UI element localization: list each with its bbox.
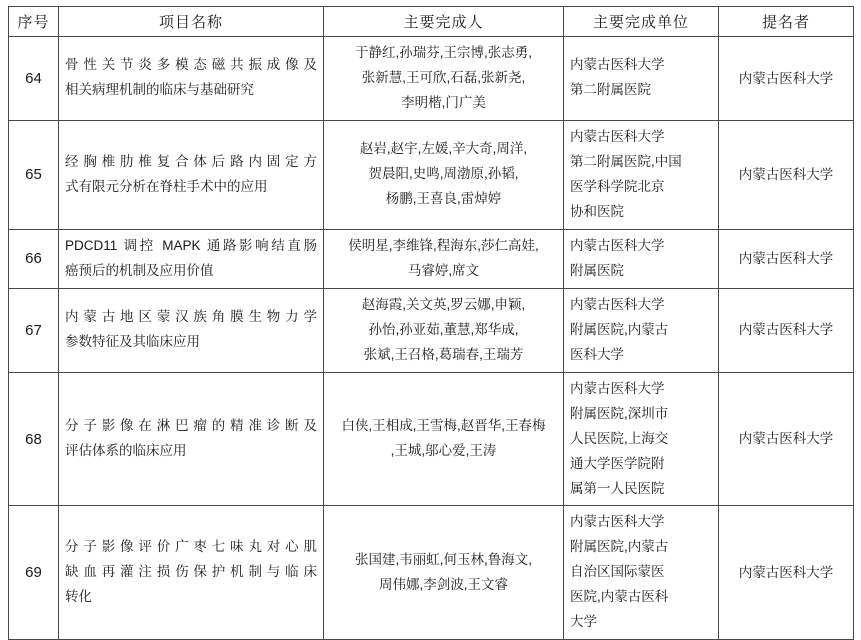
nominator-cell: 内蒙古医科大学 bbox=[719, 506, 854, 640]
contributors-cell-line: 张新慧,王可欣,石磊,张新尧, bbox=[361, 69, 526, 85]
organizations-cell bbox=[564, 37, 719, 121]
organizations-cell-line: 附属医院,深圳市 bbox=[570, 405, 669, 421]
organizations-cell-line: 内蒙古医科大学 bbox=[570, 514, 665, 530]
organizations-cell-line: 协和医院 bbox=[570, 203, 624, 219]
table-body bbox=[9, 37, 854, 640]
contributors-cell-line: ,王城,邬心爱,王涛 bbox=[390, 443, 497, 459]
row-index-cell: 65 bbox=[9, 120, 59, 229]
row-index-cell: 68 bbox=[9, 372, 59, 506]
contributors-cell-line: 于静红,孙瑞芬,王宗博,张志勇, bbox=[354, 45, 532, 60]
table-row bbox=[9, 372, 854, 506]
contributors-cell bbox=[324, 372, 564, 506]
table-row bbox=[9, 288, 854, 372]
nominator-cell: 内蒙古医科大学 bbox=[719, 37, 854, 121]
column-header-no: 序号 bbox=[9, 7, 59, 37]
project-title-cell bbox=[59, 120, 324, 229]
organizations-cell-line: 内蒙古医科大学 bbox=[570, 57, 665, 73]
organizations-cell-line: 附属医院,内蒙古 bbox=[570, 539, 669, 555]
project-title-cell-line: 缺血再灌注损伤保护机制与临床 bbox=[65, 564, 317, 580]
project-title-cell bbox=[59, 506, 324, 640]
nominator-cell: 内蒙古医科大学 bbox=[719, 120, 854, 229]
project-title-cell bbox=[59, 37, 324, 121]
row-index-cell: 67 bbox=[9, 288, 59, 372]
project-title-cell-line: 经胸椎肋椎复合体后路内固定方 bbox=[65, 153, 317, 169]
organizations-cell bbox=[564, 372, 719, 506]
organizations-cell-line: 人民医院,上海交 bbox=[570, 430, 669, 446]
project-title-cell-line: 转化 bbox=[65, 589, 92, 605]
project-title-cell-line: 相关病理机制的临床与基础研究 bbox=[65, 82, 254, 98]
organizations-cell-line: 属第一人民医院 bbox=[570, 480, 665, 496]
table-row bbox=[9, 506, 854, 640]
organizations-cell-line: 内蒙古医科大学 bbox=[570, 380, 665, 396]
project-title-cell-line: 分子影像在淋巴瘤的精准诊断及 bbox=[65, 418, 317, 434]
contributors-cell-line: 周伟娜,李剑波,王文睿 bbox=[378, 576, 508, 592]
organizations-cell-line: 内蒙古医科大学 bbox=[570, 128, 665, 144]
contributors-cell-line: 孙怡,孙亚茹,董慧,郑华成, bbox=[368, 321, 519, 337]
column-header-nominator: 提名者 bbox=[719, 7, 854, 37]
organizations-cell-line: 第二附属医院 bbox=[570, 82, 651, 98]
organizations-cell-line: 大学 bbox=[570, 614, 597, 630]
organizations-cell bbox=[564, 229, 719, 288]
organizations-cell-line: 自治区国际蒙医 bbox=[570, 564, 665, 580]
contributors-cell bbox=[324, 37, 564, 121]
row-index-cell: 64 bbox=[9, 37, 59, 121]
organizations-cell-line: 第二附属医院,中国 bbox=[570, 153, 682, 169]
nominator-cell: 内蒙古医科大学 bbox=[719, 288, 854, 372]
table-row bbox=[9, 229, 854, 288]
column-header-title: 项目名称 bbox=[59, 7, 324, 37]
project-title-cell-line: PDCD11 调控 MAPK 通路影响结直肠 bbox=[65, 237, 317, 253]
contributors-cell-line: 侯明星,李维锋,程海东,莎仁高娃, bbox=[348, 237, 539, 253]
award-projects-table bbox=[8, 6, 854, 640]
contributors-cell-line: 赵岩,赵宇,左媛,辛大奇,周洋, bbox=[359, 141, 528, 157]
project-title-cell-line: 式有限元分析在脊柱手术中的应用 bbox=[65, 178, 268, 194]
nominator-cell: 内蒙古医科大学 bbox=[719, 372, 854, 506]
project-title-cell-line: 骨性关节炎多模态磁共振成像及 bbox=[65, 57, 317, 73]
contributors-cell-line: 贺晨阳,史鸣,周渤原,孙韬, bbox=[368, 166, 519, 182]
contributors-cell bbox=[324, 229, 564, 288]
table-row bbox=[9, 120, 854, 229]
organizations-cell bbox=[564, 288, 719, 372]
project-title-cell-line: 评估体系的临床应用 bbox=[65, 443, 187, 459]
organizations-cell-line: 附属医院 bbox=[570, 262, 624, 278]
contributors-cell bbox=[324, 506, 564, 640]
organizations-cell bbox=[564, 506, 719, 640]
table-header-row bbox=[9, 7, 854, 37]
contributors-cell bbox=[324, 288, 564, 372]
project-title-cell-line: 癌预后的机制及应用价值 bbox=[65, 262, 214, 278]
project-title-cell-line: 内蒙古地区蒙汉族角膜生物力学 bbox=[65, 309, 317, 325]
organizations-cell-line: 医学科学院北京 bbox=[570, 178, 665, 194]
column-header-org: 主要完成单位 bbox=[564, 7, 719, 37]
contributors-cell-line: 张斌,王召格,葛瑞春,王瑞芳 bbox=[363, 346, 524, 362]
organizations-cell-line: 内蒙古医科大学 bbox=[570, 296, 665, 312]
organizations-cell-line: 内蒙古医科大学 bbox=[570, 237, 665, 253]
project-title-cell bbox=[59, 372, 324, 506]
table-header bbox=[9, 7, 854, 37]
row-index-cell: 66 bbox=[9, 229, 59, 288]
column-header-people: 主要完成人 bbox=[324, 7, 564, 37]
contributors-cell-line: 杨鹏,王喜良,雷焯婷 bbox=[385, 191, 502, 207]
organizations-cell-line: 医科大学 bbox=[570, 346, 624, 362]
project-title-cell bbox=[59, 229, 324, 288]
organizations-cell bbox=[564, 120, 719, 229]
organizations-cell-line: 医院,内蒙古医科 bbox=[570, 589, 669, 605]
project-title-cell-line: 参数特征及其临床应用 bbox=[65, 334, 200, 350]
project-title-cell-line: 分子影像评价广枣七味丸对心肌 bbox=[65, 539, 317, 555]
contributors-cell-line: 马睿婷,席文 bbox=[407, 262, 480, 278]
contributors-cell-line: 白侠,王相成,王雪梅,赵晋华,王春梅 bbox=[341, 418, 546, 434]
row-index-cell: 69 bbox=[9, 506, 59, 640]
contributors-cell bbox=[324, 120, 564, 229]
project-title-cell bbox=[59, 288, 324, 372]
contributors-cell-line: 李明楷,门广美 bbox=[401, 94, 486, 110]
table-row bbox=[9, 37, 854, 121]
organizations-cell-line: 通大学医学院附 bbox=[570, 455, 665, 471]
contributors-cell-line: 赵海霞,关文英,罗云娜,申颖, bbox=[361, 296, 526, 312]
nominator-cell: 内蒙古医科大学 bbox=[719, 229, 854, 288]
organizations-cell-line: 附属医院,内蒙古 bbox=[570, 321, 669, 337]
contributors-cell-line: 张国建,韦丽虹,何玉林,鲁海文, bbox=[354, 551, 532, 567]
